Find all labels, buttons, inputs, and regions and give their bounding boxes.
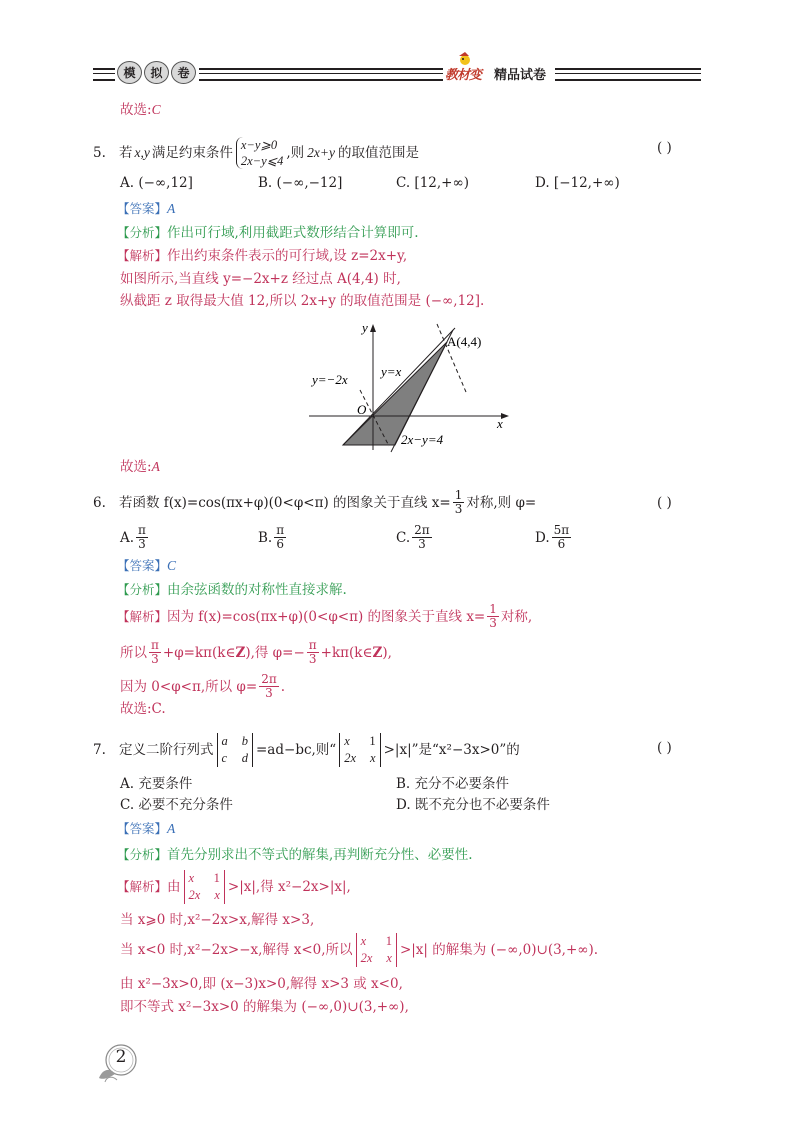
y-axis-arrow-icon xyxy=(370,324,376,332)
point-a-label: A(4,4) xyxy=(447,334,482,349)
q6-conclusion: 故选:C. xyxy=(120,701,166,717)
option-b: B. $\frac{\pi}{6}$ xyxy=(258,523,285,551)
option-a: A. (−∞,12] xyxy=(120,175,193,191)
y-axis-label: y xyxy=(362,320,368,335)
answer-bracket: ( ) xyxy=(657,740,672,756)
header-rule-mid-inner xyxy=(199,73,443,74)
q5-conclusion: 故选:A xyxy=(120,459,160,475)
q5-answer: 【答案】A xyxy=(117,201,176,216)
brand-logo: 教材变 xyxy=(445,52,491,84)
option-d: D. 既不充分也不必要条件 xyxy=(396,797,550,813)
fraction: $\frac{5\pi}{6}$ xyxy=(553,523,570,551)
header-rule-left xyxy=(93,68,115,81)
question-number: 7. xyxy=(93,742,106,758)
determinant: x 1 2x x xyxy=(184,870,225,904)
header-rule-left-mid xyxy=(93,73,115,74)
header-rule-right-inner xyxy=(555,73,701,74)
q7-solution-line-3: 当 x<0 时,x²−2x>−x,解得 x<0,所以 x 1 2x x >|x| 的解集为 (−∞,0)∪(3,+∞). xyxy=(120,934,599,965)
option-c: C. [12,+∞) xyxy=(396,175,469,191)
determinant: a b c d xyxy=(217,733,254,767)
q6-solution-line-1: 【解析】 因为 f(x)=cos(πx+φ)(0<φ<π) 的图象关于直线 x= $\frac{1}{3}$ 对称, xyxy=(117,602,533,630)
option-a: A. $\frac{\pi}{3}$ xyxy=(120,523,146,551)
fraction: $\frac{2\pi}{3}$ xyxy=(414,523,430,551)
option-c: C. $\frac{2\pi}{3}$ xyxy=(396,523,430,551)
header-rule-right xyxy=(555,68,701,81)
fraction: $\frac{2\pi}{3}$ xyxy=(261,672,277,700)
question-number: 5. xyxy=(93,145,106,161)
q5-analysis: 【分析】作出可行域,利用截距式数形结合计算即可. xyxy=(117,225,419,241)
q6-answer: 【答案】C xyxy=(117,558,177,573)
page-number: 2 xyxy=(115,1047,127,1067)
determinant: x 1 2x x xyxy=(339,733,380,767)
determinant: x 1 2x x xyxy=(356,933,397,967)
page-header xyxy=(93,58,701,88)
section-badge-group xyxy=(117,61,197,83)
q7-stem: 7. 定义二阶行列式 a b c d =ad−bc,则“ x 1 2x x >|x|”是“x²−3x>0”的 xyxy=(93,734,520,765)
q7-solution-line-1: 【解析】 由 x 1 2x x >|x|,得 x²−2x>|x|, xyxy=(117,871,351,902)
q5-solution-line-1: 【解析】作出约束条件表示的可行域,设 z=2x+y, xyxy=(117,248,408,264)
option-b: B. (−∞,−12] xyxy=(258,175,343,191)
page-number-badge xyxy=(93,1038,143,1088)
option-a: A. 充要条件 xyxy=(120,776,193,792)
q5-stem: 5. 若 x,y 满足约束条件 x−y⩾0 2x−y⩽4 ,则 2x+y 的取值范围是 xyxy=(93,138,420,168)
brand-title: 精品试卷 xyxy=(494,68,547,83)
q7-solution-line-5: 即不等式 x²−3x>0 的解集为 (−∞,0)∪(3,+∞), xyxy=(120,999,409,1015)
question-number: 6. xyxy=(93,494,106,511)
line-y2x-label: y=−2x xyxy=(312,372,348,387)
feasible-region-figure xyxy=(305,318,515,453)
x-axis-label: x xyxy=(497,416,503,431)
feasible-region xyxy=(343,342,447,445)
line-yx-label: y=x xyxy=(381,364,402,379)
fraction: $\frac{\pi}{3}$ xyxy=(138,523,146,551)
q7-solution-line-2: 当 x⩾0 时,x²−2x>x,解得 x>3, xyxy=(120,912,315,928)
option-c: C. 必要不充分条件 xyxy=(120,797,233,813)
prev-conclusion: 故选:C xyxy=(120,102,161,118)
q7-analysis: 【分析】首先分别求出不等式的解集,再判断充分性、必要性. xyxy=(117,847,473,863)
section-badge: 拟 xyxy=(144,61,169,84)
q6-stem: 6. 若函数 f(x)=cos(πx+φ)(0<φ<π) 的图象关于直线 x= $\frac{1}{3}$ 对称,则 φ= xyxy=(93,488,537,516)
option-d: D. $\frac{5\pi}{6}$ xyxy=(535,523,570,551)
q6-analysis: 【分析】由余弦函数的对称性直接求解. xyxy=(117,582,347,598)
fraction: $\frac{\pi}{6}$ xyxy=(276,523,285,551)
header-rule-mid xyxy=(199,68,443,81)
fraction: $\frac{1}{3}$ xyxy=(489,602,497,630)
fraction: $\frac{1}{3}$ xyxy=(454,488,463,516)
answer-bracket: ( ) xyxy=(657,495,672,511)
section-badge: 模 xyxy=(117,61,142,84)
origin-label: O xyxy=(357,402,367,417)
section-badge: 卷 xyxy=(171,61,196,84)
q6-solution-line-2: 所以 $\frac{\pi}{3}$ +φ=kπ(k∈ Z ),得 φ=− $\frac{\pi}{3}$ +kπ(k∈ Z ), xyxy=(120,638,392,666)
constraint-system: x−y⩾0 2x−y⩽4 xyxy=(236,137,284,169)
fraction: $\frac{\pi}{3}$ xyxy=(151,638,159,666)
q5-solution-line-2: 如图所示,当直线 y=−2x+z 经过点 A(4,4) 时, xyxy=(120,271,401,287)
q7-solution-line-4: 由 x²−3x>0,即 (x−3)x>0,解得 x>3 或 x<0, xyxy=(120,976,403,992)
q5-solution-line-3: 纵截距 z 取得最大值 12,所以 2x+y 的取值范围是 (−∞,12]. xyxy=(120,293,485,309)
q6-solution-line-3: 因为 0<φ<π,所以 φ= $\frac{2\pi}{3}$ . xyxy=(120,672,286,700)
fraction: $\frac{\pi}{3}$ xyxy=(308,638,317,666)
q7-answer: 【答案】A xyxy=(117,821,176,836)
answer-bracket: ( ) xyxy=(657,140,672,156)
line-2xy4-label: 2x−y=4 xyxy=(401,432,444,447)
option-b: B. 充分不必要条件 xyxy=(396,776,510,792)
option-d: D. [−12,+∞) xyxy=(535,175,620,191)
